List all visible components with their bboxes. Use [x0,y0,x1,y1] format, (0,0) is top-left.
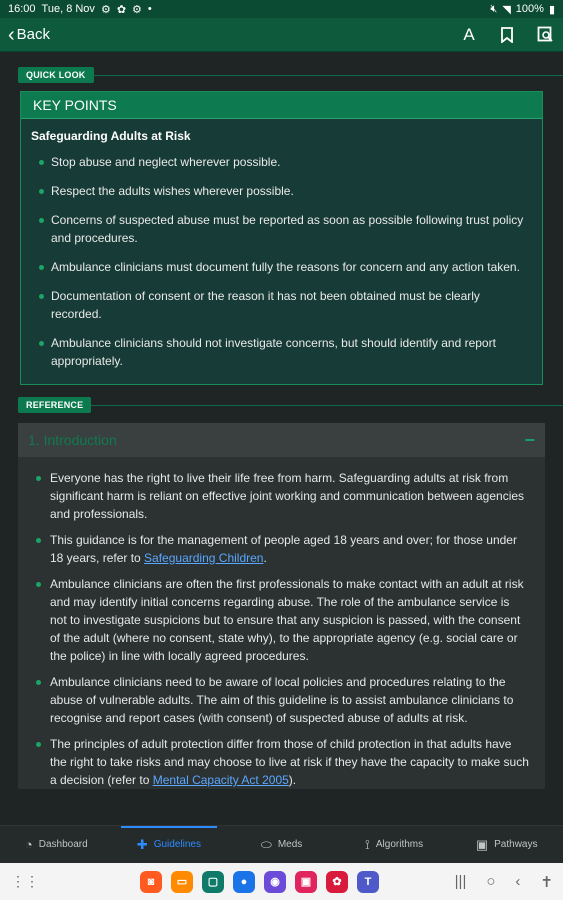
app-icon-teal[interactable]: ▢ [202,871,224,893]
tab-label: Meds [277,839,303,850]
gear-icon: ⚙ [132,3,142,16]
pathways-icon: ▣ [475,836,489,852]
safeguarding-children-link[interactable]: Safeguarding Children [144,551,264,565]
meds-icon: ⬭ [260,836,272,852]
app-icon-flower[interactable]: ✿ [326,871,348,893]
introduction-accordion [18,423,545,789]
font-size-icon: A [463,24,475,44]
key-point: Documentation of consent or the reason it has not been obtained must be clearly recorded. [33,287,530,323]
mental-capacity-act-link[interactable]: Mental Capacity Act 2005 [152,773,289,787]
reference-rule [0,397,563,413]
reference-tag: REFERENCE [18,397,91,413]
accessibility-icon[interactable]: ✝ [540,873,553,891]
section-title: 1. Introduction [28,432,117,448]
key-point: Concerns of suspected abuse must be reported as soon as possible following trust policy and procedures. [33,211,530,247]
back-label: Back [16,26,51,43]
list-item-text: ). [288,773,297,787]
introduction-list [18,457,545,789]
list-item-text: Everyone has the right to live their life free from harm. Safeguarding adults at risk from significant harm is reliant on effective joint working and communication between agencies and professionals. [50,471,525,521]
app-icon-messages[interactable]: ● [233,871,255,893]
dashboard-icon: ◔ [24,837,33,852]
back-nav-icon[interactable]: ‹ [515,873,521,890]
divider [94,75,563,76]
app-icon-orange[interactable]: ◙ [140,871,162,893]
battery-percent: 100% [515,3,544,15]
tab-label: Dashboard [38,839,88,850]
app-icon-red[interactable]: ▣ [295,871,317,893]
status-bar [0,0,563,18]
wifi-icon: ◥ [502,3,511,16]
tab-guidelines[interactable] [113,826,226,863]
tab-dashboard[interactable] [0,826,113,863]
key-points-card [20,91,543,385]
chevron-left-icon: ‹ [8,23,15,46]
search-in-page-button[interactable] [535,25,555,45]
quick-look-tag: QUICK LOOK [18,67,94,83]
settings-gear-icon: ⚙ [100,3,111,16]
mute-icon: 🔇︎ [490,2,498,15]
tab-meds[interactable] [225,826,338,863]
search-page-icon [537,26,554,43]
list-item-text: This guidance is for the management of people aged 18 years and over; for those under 18 years, refer to [50,533,517,565]
divider [91,405,563,406]
introduction-accordion-header[interactable] [18,423,545,457]
list-item [32,575,529,665]
key-point: Respect the adults wishes wherever possible. [33,182,530,200]
list-item [32,735,529,789]
sync-icon: ✿ [116,3,127,16]
key-points-subtitle: Safeguarding Adults at Risk [31,129,191,143]
key-points-header: KEY POINTS [21,92,542,119]
dot-icon: • [147,3,152,15]
content-scroll[interactable] [0,53,563,825]
system-taskbar [0,863,563,900]
status-date: Tue, 8 Nov [41,3,95,15]
key-point: Stop abuse and neglect wherever possible. [33,153,530,171]
algorithms-icon: ⟟ [365,836,370,852]
app-icon-teams[interactable]: T [357,871,379,893]
key-point: Ambulance clinicians must document fully the reasons for concern and any action taken. [33,258,530,276]
status-time: 16:00 [8,3,36,15]
list-item-text: . [263,551,267,565]
app-bar [0,18,563,52]
app-icon-folder[interactable]: ▭ [171,871,193,893]
tab-pathways[interactable] [450,826,563,863]
tab-label: Pathways [494,839,538,850]
back-button[interactable] [8,25,50,45]
tab-label: Algorithms [375,839,424,850]
list-item-text: Ambulance clinicians need to be aware of local policies and procedures relating to the abuse of vulnerable adults. The aim of this guideline is to assist ambulance clinicians to recognise and report cases (with consent) of suspected abuse of adults at risk. [50,675,514,725]
key-points-list [21,149,542,384]
tab-algorithms[interactable] [338,826,451,863]
list-item-text: The principles of adult protection differ from those of child protection in that adults have the right to take risks and may choose to live at risk if they have the capacity to make such a decision (refer to [50,737,529,787]
key-point: Ambulance clinicians should not investigate concerns, but should identify and report appropriately. [33,334,530,370]
font-size-button[interactable] [459,25,479,45]
bookmark-icon [500,27,514,43]
collapse-icon[interactable]: − [524,429,535,450]
app-grid-icon[interactable]: ⋮⋮ [11,873,39,889]
list-item-text: Ambulance clinicians are often the first professionals to make contact with an adult at risk and may identify initial concerns regarding abuse. The role of the ambulance service is not to investigate suspicions but to ensure that any suspicion is passed, with the consent of the adult (where no consent, state why), to the appropriate agency (e.g. social care or the police) in line with locally agreed procedures. [50,577,524,663]
bottom-tab-bar [0,825,563,863]
recents-icon[interactable]: ||| [454,873,467,890]
guidelines-icon: ✚ [136,836,148,852]
quick-look-rule [0,67,563,83]
home-icon[interactable]: ○ [486,873,496,890]
battery-icon: ▮ [548,3,555,16]
tab-label: Guidelines [153,839,201,850]
list-item [32,469,529,523]
app-icon-purple[interactable]: ◉ [264,871,286,893]
bookmark-button[interactable] [497,25,517,45]
list-item [32,531,529,567]
list-item [32,673,529,727]
